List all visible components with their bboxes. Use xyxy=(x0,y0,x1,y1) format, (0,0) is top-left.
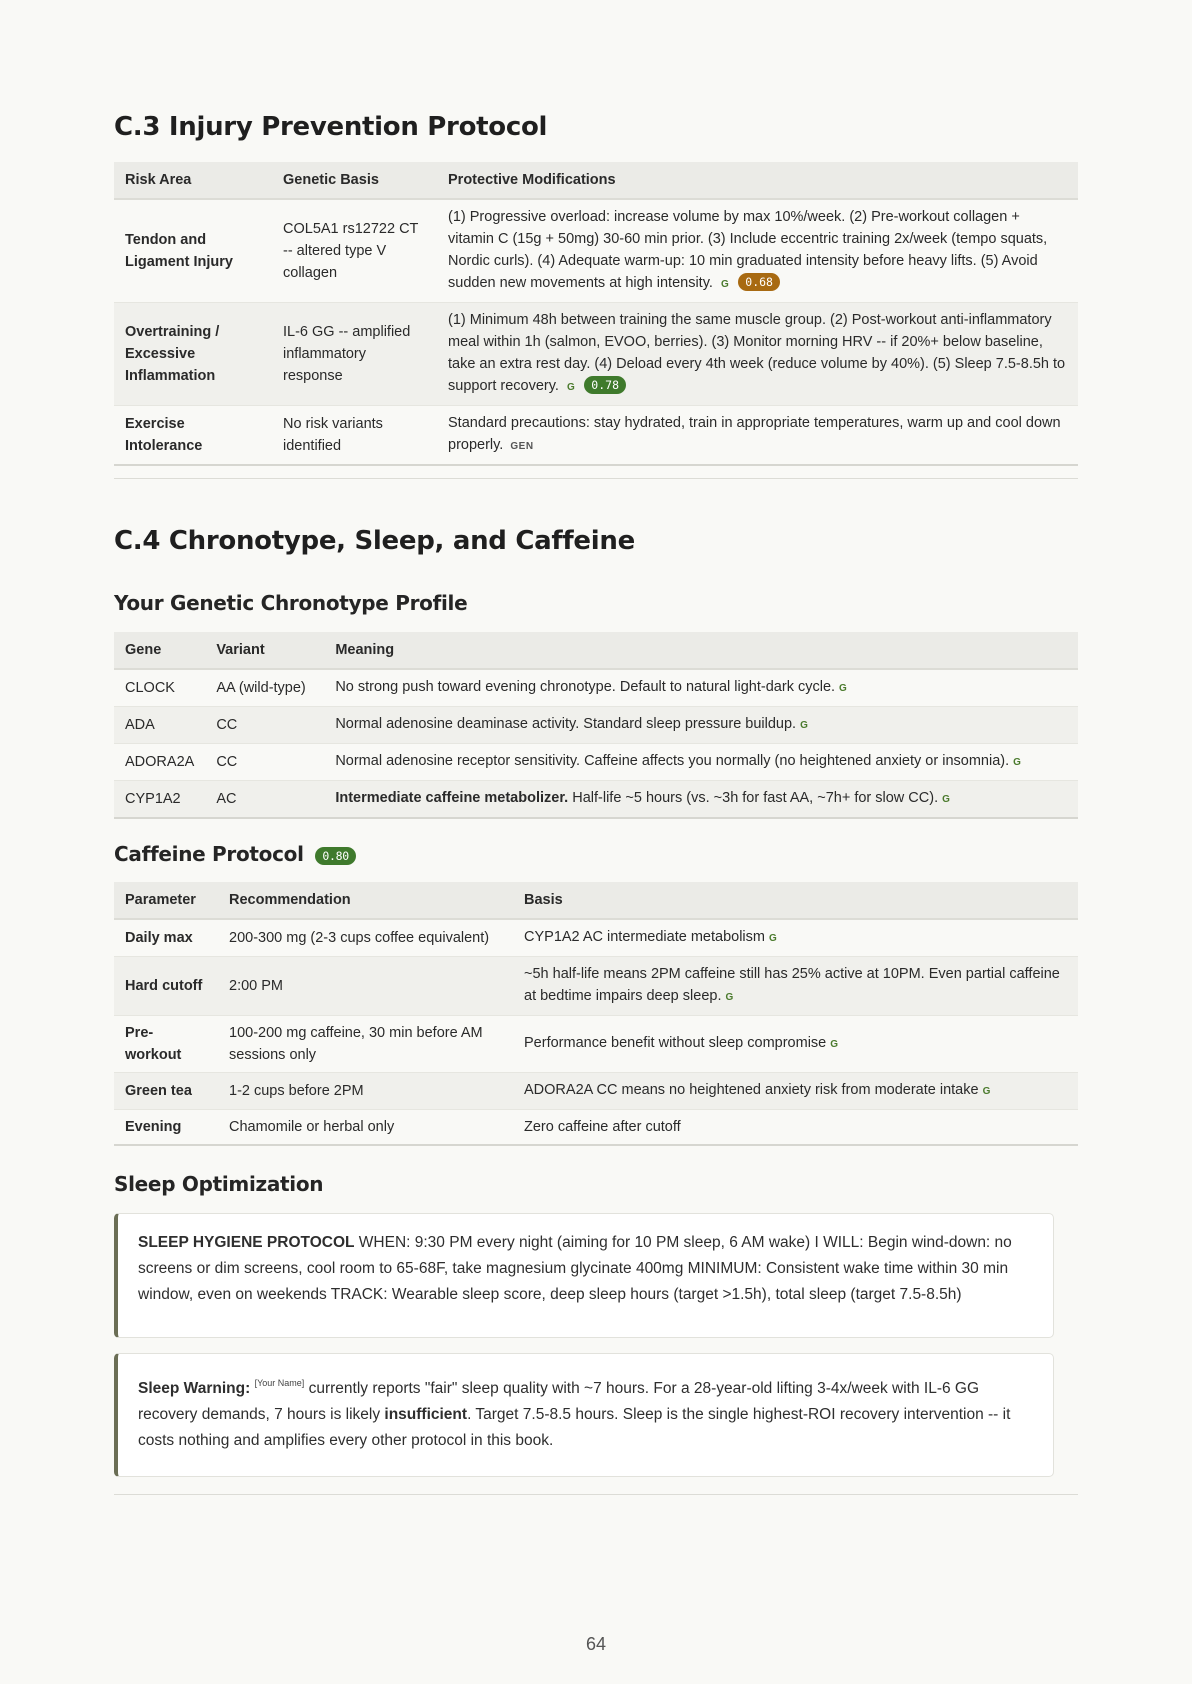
basis-text: Zero caffeine after cutoff xyxy=(524,1119,681,1135)
variant: CC xyxy=(205,744,324,781)
meaning-text: No strong push toward evening chronotype. Default to natural light-dark cycle. xyxy=(335,679,836,695)
header-recommendation: Recommendation xyxy=(218,882,513,919)
header-protective-modifications: Protective Modifications xyxy=(437,162,1078,199)
table-row xyxy=(114,744,1078,781)
genetic-basis: IL-6 GG -- amplified inflammatory response xyxy=(272,303,437,406)
evidence-tag: G xyxy=(725,992,734,1003)
basis-cell xyxy=(513,1073,1078,1110)
sleep-hygiene-callout xyxy=(114,1213,1054,1338)
meaning-cell xyxy=(324,669,1078,707)
gene: CYP1A2 xyxy=(114,781,205,819)
modifications-cell xyxy=(437,303,1078,406)
evidence-tag: G xyxy=(768,933,778,944)
header-parameter: Parameter xyxy=(114,882,218,919)
table-row xyxy=(114,669,1078,707)
modifications-text: (1) Minimum 48h between training the same muscle group. (2) Post-workout anti-inflammatory meal within 1h (salmon, EVOO, berries). (3) Monitor morning HRV -- if 20%+ below baseline, take an extra rest day. (4) Deload every 4th week (reduce volume by 40%). (5) Sleep 7.5-8.5h to support recovery. xyxy=(448,312,1066,394)
meaning-cell xyxy=(324,744,1078,781)
parameter: Pre-workout xyxy=(114,1016,218,1073)
header-gene: Gene xyxy=(114,632,205,669)
name-placeholder: [Your Name] xyxy=(254,1378,305,1388)
basis-cell xyxy=(513,919,1078,957)
modifications-cell xyxy=(437,199,1078,303)
gene: CLOCK xyxy=(114,669,205,707)
risk-area: Exercise Intolerance xyxy=(114,406,272,466)
modifications-text: (1) Progressive overload: increase volume by max 10%/week. (2) Pre-workout collagen + vitamin C (15g + 50mg) 30-60 min prior. (3) Include eccentric training 2x/week (tempo squats, Nordic curls). (4) Adequate warm-up: 10 min graduated intensity before heavy lifts. (5) Avoid sudden new movements at high intensity. xyxy=(448,209,1048,291)
sleep-optimization-title: Sleep Optimization xyxy=(114,1172,324,1196)
section-divider xyxy=(114,1494,1078,1495)
recommendation: 2:00 PM xyxy=(218,957,513,1016)
table-row xyxy=(114,1073,1078,1110)
basis-text: ADORA2A CC means no heightened anxiety risk from moderate intake xyxy=(524,1082,979,1098)
header-basis: Basis xyxy=(513,882,1078,919)
variant: AC xyxy=(205,781,324,819)
section-title-c4: C.4 Chronotype, Sleep, and Caffeine xyxy=(114,526,635,556)
table-row xyxy=(114,1016,1078,1073)
confidence-badge: 0.78 xyxy=(584,376,626,394)
section-divider xyxy=(114,478,1078,479)
meaning-text: Normal adenosine deaminase activity. Standard sleep pressure buildup. xyxy=(335,716,797,732)
confidence-badge: 0.68 xyxy=(738,273,780,291)
meaning-bold: Intermediate caffeine metabolizer. xyxy=(335,790,569,806)
header-genetic-basis: Genetic Basis xyxy=(272,162,437,199)
table-row xyxy=(114,781,1078,819)
evidence-tag: G xyxy=(720,279,730,290)
table-row xyxy=(114,199,1078,303)
parameter: Daily max xyxy=(114,919,218,957)
recommendation: 100-200 mg caffeine, 30 min before AM sessions only xyxy=(218,1016,513,1073)
caffeine-protocol-title xyxy=(114,842,356,866)
recommendation: Chamomile or herbal only xyxy=(218,1110,513,1146)
meaning-cell xyxy=(324,707,1078,744)
evidence-tag: GEN xyxy=(510,441,534,452)
evidence-tag: G xyxy=(566,382,576,393)
injury-prevention-table xyxy=(114,162,1078,466)
genetic-basis: No risk variants identified xyxy=(272,406,437,466)
confidence-badge: 0.80 xyxy=(315,847,356,865)
warning-text-bold: insufficient xyxy=(384,1406,468,1423)
evidence-tag: G xyxy=(982,1086,991,1097)
evidence-tag: G xyxy=(830,1039,839,1050)
chronotype-subtitle: Your Genetic Chronotype Profile xyxy=(114,591,468,615)
caffeine-protocol-label: Caffeine Protocol xyxy=(114,842,304,866)
variant: CC xyxy=(205,707,324,744)
callout-text: WHEN: 9:30 PM every night (aiming for 10 PM sleep, 6 AM wake) I WILL: Begin wind-down: no screens or dim screens, cool room to 65-68F, take magnesium glycinate 400mg MINIMUM: Consistent wake time within 30 min window, even on weekends TRACK: Wearable sleep score, deep sleep hours (target >1.5h), total sleep (target 7.5-8.5h) xyxy=(138,1234,1012,1303)
risk-area: Overtraining / Excessive Inflammation xyxy=(114,303,272,406)
caffeine-protocol-table xyxy=(114,882,1078,1146)
recommendation: 1-2 cups before 2PM xyxy=(218,1073,513,1110)
variant: AA (wild-type) xyxy=(205,669,324,707)
meaning-text: Normal adenosine receptor sensitivity. Caffeine affects you normally (no heightened anxiety or insomnia). xyxy=(335,753,1010,769)
evidence-tag: G xyxy=(800,720,809,731)
meaning-cell xyxy=(324,781,1078,819)
table-row xyxy=(114,303,1078,406)
parameter: Green tea xyxy=(114,1073,218,1110)
table-row xyxy=(114,1110,1078,1146)
meaning-text: Half-life ~5 hours (vs. ~3h for fast AA, ~7h+ for slow CC). xyxy=(568,790,939,806)
basis-text: CYP1A2 AC intermediate metabolism xyxy=(524,929,765,945)
gene: ADORA2A xyxy=(114,744,205,781)
basis-cell xyxy=(513,957,1078,1016)
basis-text: Performance benefit without sleep compromise xyxy=(524,1035,827,1051)
risk-area: Tendon and Ligament Injury xyxy=(114,199,272,303)
header-risk-area: Risk Area xyxy=(114,162,272,199)
basis-cell xyxy=(513,1110,1078,1146)
sleep-warning-callout xyxy=(114,1353,1054,1477)
parameter: Hard cutoff xyxy=(114,957,218,1016)
header-variant: Variant xyxy=(205,632,324,669)
warning-label: Sleep Warning: xyxy=(138,1380,251,1397)
evidence-tag: G xyxy=(1013,757,1022,768)
table-row xyxy=(114,919,1078,957)
evidence-tag: G xyxy=(839,683,848,694)
callout-label: SLEEP HYGIENE PROTOCOL xyxy=(138,1234,355,1251)
warning-text-2: . Target 7.5-8.5 hours. Sleep is the single highest-ROI recovery intervention -- it costs nothing and amplifies every other protocol in this book. xyxy=(138,1406,1011,1449)
modifications-cell xyxy=(437,406,1078,466)
table-row xyxy=(114,406,1078,466)
recommendation: 200-300 mg (2-3 cups coffee equivalent) xyxy=(218,919,513,957)
evidence-tag: G xyxy=(942,794,951,805)
table-row xyxy=(114,707,1078,744)
chronotype-table xyxy=(114,632,1078,819)
section-title-c3: C.3 Injury Prevention Protocol xyxy=(114,112,548,142)
gene: ADA xyxy=(114,707,205,744)
genetic-basis: COL5A1 rs12722 CT -- altered type V collagen xyxy=(272,199,437,303)
parameter: Evening xyxy=(114,1110,218,1146)
warning-text-1: currently reports "fair" sleep quality with ~7 hours. For a 28-year-old lifting 3-4x/week with IL-6 GG recovery demands, 7 hours is likely xyxy=(138,1380,980,1423)
modifications-text: Standard precautions: stay hydrated, train in appropriate temperatures, warm up and cool down properly. xyxy=(448,415,1061,453)
basis-text: ~5h half-life means 2PM caffeine still has 25% active at 10PM. Even partial caffeine at bedtime impairs deep sleep. xyxy=(524,966,1060,1004)
table-row xyxy=(114,957,1078,1016)
basis-cell xyxy=(513,1016,1078,1073)
page-number: 64 xyxy=(585,1634,607,1654)
header-meaning: Meaning xyxy=(324,632,1078,669)
